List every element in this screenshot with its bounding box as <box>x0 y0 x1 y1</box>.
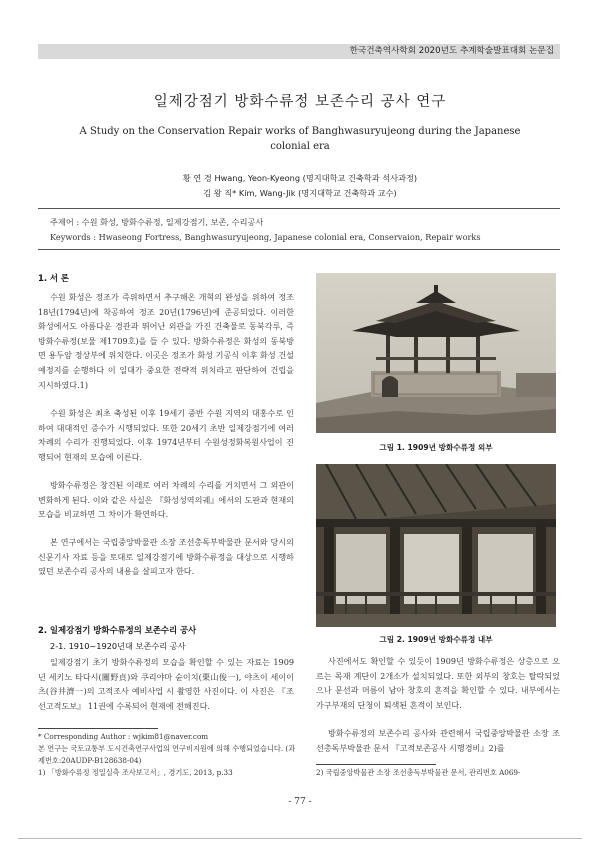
section1-heading: 1. 서 론 <box>38 273 70 283</box>
section2-subheading: 2-1. 1910~1920년대 보존수리 공사 <box>50 641 186 651</box>
section1-paragraph-1: 수원 화성은 정조가 즉위하면서 추구해온 개혁의 완성을 위하여 정조 18년(1794년)에 착공하여 정조 20년(1796년)에 준공되었다. 이러한 화성에서도 아름다운 경관과 뛰어난 외관을 가진 건축물로 동북각루, 즉 방화수류정(보물 제1709호)을 들 수 있다. 방화수류정은 화성의 동북방면 용두암 정상부에 위치한다. 이곳은 정조가 화성 기공식 이후 화성 건설 예정지를 순행하다 이 일대가 중요한 전략적 위치라고 판단하여 건립을 지시하였다.1) <box>38 292 294 390</box>
pavilion-interior-icon <box>316 464 556 627</box>
right-paragraph-1: 사진에서도 확인할 수 있듯이 1909년 방화수류정은 상층으로 오르는 목재 계단이 2개소가 설치되었다. 또한 외부의 창호는 탈락되었으나 문선과 머름이 남아 창호의 흔적을 확인할 수 있다. 내부에서는 가구부재의 단청이 퇴색된 흔적이 보인다. <box>316 656 560 710</box>
footnote-rule-right <box>316 764 436 765</box>
author-2 <box>0 188 600 199</box>
journal-header: 한국건축역사학회 2020년도 추계학술발표대회 논문집 <box>38 44 560 59</box>
author-1 <box>0 173 600 184</box>
pavilion-exterior-icon <box>316 273 556 433</box>
keywords-english: Keywords : Hwaseong Fortress, Banghwasuryujeong, Japanese colonial era, Conservaion, Repair works <box>50 232 481 242</box>
keywords-box <box>38 208 560 250</box>
author-2-affiliation: (명지대학교 건축학과 교수) <box>298 188 397 198</box>
author-1-affiliation: (명지대학교 건축학과 석사과정) <box>302 173 418 183</box>
section1-paragraph-3: 방화수류정은 창건된 이래로 여러 차례의 수리를 거치면서 그 외관이 변화하게 된다. 이와 같은 사실은 『화성성역의궤』에서의 도판과 현재의 모습을 비교하면 그 차이가 확연하다. <box>38 480 294 520</box>
keywords-korean: 주제어 : 수원 화성, 방화수류정, 일제강점기, 보존, 수리공사 <box>50 217 264 227</box>
right-paragraph-2: 방화수류정의 보존수리 공사와 관련해서 국립중앙박물관 소장 조선총독부박물관 문서 『고적보존공사 시행경비』2)를 <box>316 728 560 753</box>
author-2-name: 김 왕 직* Kim, Wang-Jik <box>203 188 296 198</box>
section2-paragraph: 일제강점기 초기 방화수류정의 모습을 확인할 수 있는 자료는 1909년 세키노 타다시(關野貞)와 쿠리야마 슌이치(栗山俊一), 야츠이 세이이츠(谷井濟一)의 고적조사 예비사업 시 촬영한 사진이다. 이 사진은 『조선고적도보』 11권에 수록되어 현재에 전해진다. <box>38 657 294 711</box>
figure-1-photo <box>316 273 556 433</box>
footnote-1: 1) 「방화수류정 정밀실측 조사보고서」, 경기도, 2013, p.33 <box>38 768 233 777</box>
title-korean: 일제강점기 방화수류정 보존수리 공사 연구 <box>153 94 447 110</box>
section1-paragraph-2: 수원 화성은 최초 축성된 이후 19세기 중반 수원 지역의 대홍수로 인하여 대대적인 증수가 시행되었다. 또한 20세기 초반 일제강점기에 여러 차례의 수리가 진행되었다. 이후 1974년부터 수원성정화복원사업이 진행되어 현재의 모습에 이른다. <box>38 408 294 462</box>
footnote-funding: 본 연구는 국토교통부 도시건축연구사업의 연구비지원에 의해 수행되었습니다. (과제번호:20AUDP-B128638-04) <box>38 744 296 765</box>
title-english-line1: A Study on the Conservation Repair works of Banghwasuryujeong during the Japanese <box>79 126 521 137</box>
figure-2-caption: 그림 2. 1909년 방화수류정 내부 <box>379 635 493 644</box>
footnote-2: 2) 국립중앙박물관 소장 조선총독부박물관 문서, 관리번호 A069- <box>316 768 521 777</box>
title-english-line2: colonial era <box>270 141 330 152</box>
footnote-corresponding: * Corresponding Author : wjkim81@naver.com <box>38 732 209 741</box>
page-number: - 77 - <box>288 797 312 807</box>
footnote-rule-left <box>38 728 158 729</box>
title-english <box>60 124 540 154</box>
figure-1-caption: 그림 1. 1909년 방화수류정 외부 <box>379 443 493 452</box>
section2-heading: 2. 일제강점기 방화수류정의 보존수리 공사 <box>38 625 197 635</box>
bottom-divider <box>18 838 582 839</box>
section1-paragraph-4: 본 연구에서는 국립중앙박물관 소장 조선총독부박물관 문서와 당시의 신문기사 자료 등을 토대로 일제강점기에 방화수류정을 대상으로 시행하였던 보존수리 공사의 내용을 살피고자 한다. <box>38 537 294 577</box>
author-1-name: 황 연 경 Hwang, Yeon-Kyeong <box>182 173 301 183</box>
figure-2-photo <box>316 464 556 627</box>
